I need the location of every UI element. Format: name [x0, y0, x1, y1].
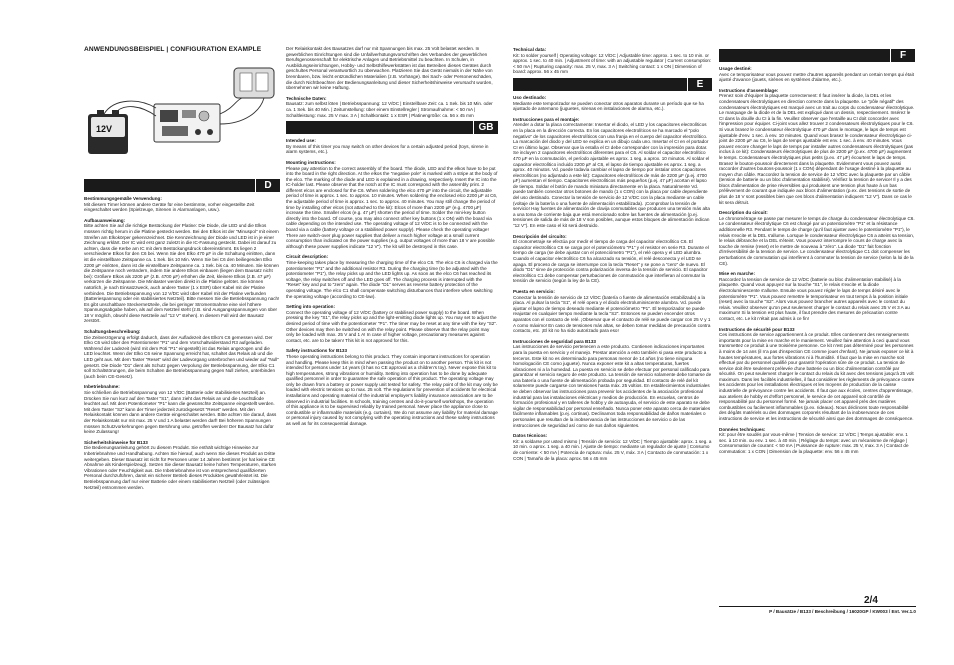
- section-text: These operating instructions belong to this product. They contain important instructions for operation and handling. Please keep this in mind when passing the product on to another person. This kit is not intended for persons under 14 years (it has no CE approval as a children's toy). Never expose this kit to high temperatures, strong vibrations or humidity. Setting into operation has to be done by adequate qualified personnel in order to guarantee the safe operation of this product. The operating voltage may only be drawn from a battery or power supply unit tested for safety. The relay point of the kit may only be loaded with electric tensions up to max. 25 volt. The regulations for prevention of accidents for electrical installations and operating material of the industrial employer's liability insurance association are to be observed in industrial facilities. In schools, training centres and do-it-yourself workshops, the operation of this appliance is to be supervised reliably by trained personal. Never place the appliance close to combustible or inflammable materials (e.g. curtains). We do not assume any liability for material damage or personal injury caused by not complying with the operating instructions and these safety instructions as well as for its consequential damage.: [286, 353, 498, 427]
- language-bar-gb: [286, 121, 498, 134]
- section-text: By means of this timer you may switch on other devices for a certain adjusted period (toys, sirene in alarm systems, etc.).: [286, 143, 489, 155]
- section-text: Die Zeitverzögerung erfolgt dadurch, dass der Aufladezeit des Elko's C6 gemessen wird. Der Elko C6 wird über den Potentiometer "P1" und dem Vorschaltwiderstand R3 aufgeladen. Während der Ladezeit (wird mit dem Poti "P1" eingestellt) ist das Relais angezogen und die LED leuchtet. Wenn der Elko C6 seine Spannung erreicht hat, schaltet das Relais ab und die LED geht aus. Mit dem Taster "Reset" wird der Ladevorgang unterbrochen und wieder auf "Null" gesetzt. Die Diode "D1" dient als Schutz gegen Verpolung der Betriebsspannung, der Elko C1 soll Schaltstörungen, die beim Schalten die Betriebsspannung gegen Null ziehen, unterbinden (auch beim CE-Gesetz).: [84, 334, 279, 379]
- section-text: Connect the operating voltage of 12 V/DC (battery or stabilised power supply) to the board. When pressing the key "S1", the relay picks up and the light-emitting diode lights up. You may set to adjust the desired period of time with the potentiometer "P1". The timer may be reset at any time with the key "S2". Other devices may then be switched on with the relay point. Please observe that the relay point may only be loaded with max. 25 V and 1 A! In case of higher voltage, precautionary measures against contact, etc. are to be taken! This kit is not approved for this.: [286, 309, 498, 343]
- column-german: [84, 44, 280, 490]
- column-french: [719, 47, 915, 455]
- tech-data-text: Kit: to solder yourself | Operating voltage: 12 V/DC | Adjustable time: approx. 1 sec. to 10 min. or approx. 1 sec. to 40 min. | Adjustment of time: with an adjustable regulator | Current consumption: < 50 mA | Rupturing capacity: max. 25 V, max. 3 A | Switching contact: 1 x ON | Dimension of board: approx. 56 x 45 mm: [513, 52, 712, 75]
- section-heading: Mounting instructions:: [286, 159, 336, 165]
- section-heading: Technische Daten:: [286, 95, 327, 101]
- language-bar-e: [513, 78, 712, 91]
- section-text: Die Bedienungsanleitung gehört zu diesem Produkt. Sie enthält wichtige Hinweise zur Inbetriebnahme und Handhabung. Achten Sie hierauf, auch wenn Sie dieses Produkt an Dritte weitergeben. Dieser Bausatz ist nicht für Personen unter 14 Jahren bestimmt (er hat keine CE Abnahme als Kinderspielzeug). Setzen Sie dieser Bausatz keine hohen Temperaturen, starken Vibrationen oder Feuchtigkeit aus. Die Inbetriebnahme ist von entsprechend qualifizierten Personal durchzuführen, damit ein sicherer Betrieb dieses Produktes gewährleistet ist. Die Betriebsspannung darf nur einer Batterie oder einem stabilisierten Netzteil (oder zulässigen Netzteil) entnommen werden.: [84, 445, 277, 490]
- column-german-english: [286, 46, 498, 427]
- section-text: Atender a dotar la placa correctamente: Insertar el diodo, el LED y los capacitores electrolíticos en la placa en la dirección correcta. En los capacitores electrolíticos se ha marcado el "polo negativo" de los capacitores electrolíticos con una franja en el cuerpo del capacitor electrolítico. La marcación del diodo y del LED se explica en un dibujo cada uno. Insertar el CI en el portador CI en último lugar. Observar que la entalla el CI debe corresponder con la impresión para dotar. Se incluyen 2 capacitores electrolíticos diferentes para el C6. Al soldar el capacitor electrolítico 470 µF en la conmutación, el período ajustable es aprox. 1 seg. a aprox. 10 minutos. Al soldar el capacitor electrolítico incluido 2200 µF al C6, el lapso de tiempo ajustable es aprox. 1 seg. a aprox. 40 minutos. Vd. puede todavía cambiar el lapso de tiempo por instalar otros capacitores electrolíticos (no adjuntado a este kit): Capacitores electrolíticos de más de 2200 µF (p.ej. 4700 µF) aumentan el tiempo. Capacitores electrolíticos más pequeños (p.ej. 47 µF) acortan el lapso de tiempo. Soldar el botón de mando miniatura directamente en la placa. Naturalmente Vd. puede también conectar otros botones de mando (1 x CON) con la placa por cable dependiente del uso destinado. Conectar la tensión de servicio de 12 V/DC con la placa mediante un cable (voltaje de la batería o una fuente de alimentación estabilizada). ¡Comprobar la tensión de servicio! Hay fuentes de alimentación de clavija conmutables que producen una tensión más alta a una toma de corriente baja que está mencionado sobre las fuentes de alimentación (p.ej. tensiones de salida de más de 18 V son posibles, aunque estos bloques de alimentación indican "12 V"). En este caso el kit será destruido.: [513, 122, 710, 229]
- section-text: Sie schließen die Betriebsspannung von 12 V/DC (Batterie oder stabilisiertes Netzteil) an. Drücken Sie nun kurz auf den Taster "S1", dann zieht das Relais an und die Leuchtdiode leuchtet auf. Mit dem Potentiometer "P1" kann die gewünschte Zeitspanne eingestellt werden. Mit dem Taster "S2" kann der Timer jederzeit zurückgesetzt "Reset" werden. Mit den Relaiskontakt können dann andere Geräte eingeschaltet werden. Bitte achten Sie darauf, dass der Relaiskontakt nur mit max. 25 V und 1 A belastet werden darf! Bei höheren Spannungen müssen Schutzvorkehrungen gegen Berührung usw. getroffen werden! Der Bausatz hat dafür keine Zulassung!: [84, 390, 277, 435]
- section-heading: Usage destiné:: [719, 66, 752, 71]
- section-text: Please pay attention to the correct assembly of the board. The diode, LED and the elkos have to be put into the board in the right direction. At the elkos the "negative pole" is marked with a stripe at the body of the elco. The marking of the diode and LED is explained in a drawing, respectively. Insert the IC into the IC-holder last. Please observe that the notch at the IC must correspond with the assembly print. 2 different elcos are enclosed for the C6. When soldering the elco 470 µF into the circuit, the adjustable period of time is approx. 1 sec. to approx. 10 minutes. When soldering the enclosed elco 2200 µF at C6, the adjustable period of time is approx. 1 sec. to approx. 40 minutes. You may still change the period of time by installing other elcos (not attached to the kit): Elcos of more than 2200 µF (e.g. 4700 µF) increase the time. Smaller elcos (e.g. 47 µF) shorten the period of time. Solder the mini-key button directly into the board. Of course, you may also connect other key buttons (1 x ON) with the board via cable depending on the intended use. The operating voltage of 12 V/DC is to be connected with the board via a cable (battery voltage or a stabilised power supply). Please check the operating voltage! There are switch-over plug power supplies that deliver a much higher voltage at a small current consumption than indicated on the power supplies (e.g. output voltages of more than 18 V are possible although these power supplies indicate "12 V"). The kit will be destroyed in this case.: [286, 165, 498, 249]
- section-heading: Description du circuit:: [719, 210, 768, 216]
- footer-divider: [719, 606, 916, 607]
- section-text: Prenez soin d'équiper la plaquette correctement: Il faut insérer la diode, la DEL et les condensateurs électrolytiques en direction correcte dans la plaquette. Le "pôle négatif" des condensateurs électrolytiques est marqué avec un trait au corps du condensateur électrolytique. Le marquage de la diode et de la DEL est expliqué dans un dessin, respectivement. Insérez le CI dans la douille du CI à la fin. Veuillez observer que l'entaille au CI doit concorder avec l'impression pour équiper. Ci-joint vous allez trouver 2 condensateurs électrolytiques pour le C6. Si vous brasez le condensateur électrolytique 470 µF dans le montage, le laps de temps est ajustable d'env. 1 sec. à env. 10 minutes. Quand vous brasez le condensateur électrolytique ci-joint de 2200 µF au C6, le laps de temps ajustable est env. 1 sec. à env. 40 minutes. Vous pouvez encore changer le laps de temps par installer autres condensateurs électrolytiques (pas inclus à ce kit): Condensateurs électrolytiques de plus de 2200 µF (p.ex. 4700 µF) augmentent le temps. Condensateurs électrolytiques plus petits (p.ex. 47 µF) écourtent le laps de temps. Brasez le bouton-poussoir directement dans la plaquette. Evidemment vous pouvez aussi raccorder d'autres boutons-poussoir (1 x CON) dépendant de l'usage destiné à la plaquette au moyen d'un câble. Raccordez la tension de service de 12 V/DC avec la plaquette par un câble (tension de batterie ou un bloc d'alimentation stabilisé). Vérifiez la tension de service! Il y a des blocs d'alimentation de prise réversibles qui produisent une tension plus haute à un bas prélèvement de courant que indiquée aux blocs d'alimentation (p.ex. des tensions de sortie de plus de 18 V sont possibles bien que ces blocs d'alimentation indiquent "12 V"). Dans ce cas le kit sera détruit.: [719, 93, 915, 205]
- section-heading: Instrucciones para el montaje:: [513, 116, 580, 122]
- section-text: Conectar la tensión de servicio de 12 V/DC (batería o fuente de alimentación estabilizada) a la placa. Al pulsar la tecla "S1", el relé opera y el diodo electroluminiscente alumbra. Vd. puede ajustar el lapso de tiempo deseado mediante el potenciómetro "P1". El temporizador se puede reajustar en cualquier tiempo mediante la tecla "S2". Entonces se pueden encender otros aparatos con el contacto de relé. ¡Observar que el contacto de relé se puede cargar con 25 V y 1 A como máximo! En caso de tensiones más altas, se deben tomar medidas de precaución contra contacto, etc. ¡El kit no ha sido autorizado para eso!: [513, 294, 711, 334]
- page-title: ANWENDUNGSBEISPIEL | CONFIGURATION EXAMPLE: [84, 46, 262, 53]
- footer-text: P / Bausätze / B133 / Beschreibung / 16020GP / KW003 / Ent. Ver.1.0: [769, 609, 916, 614]
- section-heading: Setting into operation:: [286, 304, 335, 310]
- language-bar-de: [84, 179, 280, 192]
- section-heading: Schaltungsbeschreibung:: [84, 329, 141, 335]
- section-text: Ces instructions de service appartiennent à ce produit. Elles contiennent des renseignements importants pour la mise en marche et le maniement. Veuillez faire attention à ceci quand vous transmettez ce produit à une troisième personne. Ce kit n'est pas déterminé pour les personnes à moins de 14 ans (il n'a pas d'inspection CE comme jouet d'enfant). Ne jamais exposer ce kit à hautes températures, aux fortes vibrations ni à l'humidité. Il faut que la mise en marche soit effectué par du personnel qualifié pour garantir l'opération sûre de ce produit. La tension de service doit être seulement prélevée d'une batterie ou un bloc d'alimentation contrôlé par sécurité. On peut seulement charger le contact du relais du kit avec des tensions jusqu'à 25 volt maximum. Dans les facilités industrielles, il faut considérer les règlements de prévoyance contre les accidents pour les installations électriques et les moyens de production de la caisse industrielle de prévoyance contre les accidents. Il faut que aux écoles, centres d'apprentissage, aux ateliers de hobby et d'effort personnel, le service de cet appareil soit contrôlé de responsabilité par du personnel formé. Ne jamais placer cet appareil près des matières combustibles ou facilement inflammables (p.ex. rideaux). Nous déclinons toute responsabilité des dégâts matériels ou des dommages corporels résultant de la inobservance de ces instructions de service et les instructions de sécurité ainsi que des dommages de conséquence.: [719, 332, 915, 422]
- section-text: Time-keeping takes place by measuring the charging time of the elco C6. The elco C6 is charged via the potentiometer "P1" and the additional resistor R3. During the charging time (to be adjusted with the potentiometer "P1"), the relay picks up and the LED lights up. As soon as the elco C6 has reached its voltage, the relay switches off and the LED goes off. The charging process is interrupted with the "Reset" key and put to "zero" again. The diode "D1" serves as reverse battery protection of the operating voltage. The elco C1 shall compensate switching disturbances that interfere when switching the operating voltage (according to CE-law).: [286, 260, 498, 299]
- section-text: Avec ce temporisateur vous pouvez mettre d'autres appareils pendant un certain temps qui était ajusté d'avance (jouets, sirènes en systèmes d'alarme, etc.).: [719, 71, 914, 83]
- language-bar-f: [719, 49, 915, 62]
- section-text: Raccordez la tension de service de 12 V/DC (batterie ou bloc d'alimentation stabilisé) à la plaquette. Quand vous appuyez sur la touche "S1", le relais s'excite et la diode électroluminescente s'allume. Ensuite vous pouvez régler le laps de temps désiré avec le potentiomètre "P1". Vous pouvez remettre le temporisateur en tout temps à la position initiale (reset) avec la touche "S2". Alors vous pouvez brancher autres appareils avec le contact du relais. Veuillez observer qu'on peut seulement charger le contact du relais avec 25 V et 3 A au maximum! Si la tension est plus haute, il faut prendre des mesures de précaution contre contact, etc. Le kit n'était pas admis à ce fin!: [719, 276, 910, 321]
- section-heading: Instructions d'assemblage:: [719, 87, 779, 93]
- section-text: Bitte achten Sie auf die richtige Bestückung der Platine: Die Diode, die LED und die Elkos müssen richtig herum in die Platine gesteckt werden. Bei den Elkos ist der "Minuspol" mit einem Streifen am Elkokörper gekennzeichnet. Die Kennzeichnung der Diode und LED ist in je einer Zeichnung erklärt. Der IC wird erst ganz zuletzt in die IC-Fassung gesteckt. Dabei ist darauf zu achten, dass die Kerbe am IC mit dem Bestückungsdruck übereinstimmt. Es liegen 2 verschiedene Elkos für den C6 bei. Wenn Sie den Elko 470 µF in die Schaltung einlöten, dann ist die einstellbare Zeitspanne ca. 1 Sek. bis 10 Min. Wenn Sie bei C6 den beiliegenden Elko 2200 µF einlöten, dann ist die einstellbare Zeitspanne ca. 1 Sek. bis ca. 40 Minuten. Sie können die Zeitspanne noch verändern, indem Sie andere Elkos einbauen (liegen dem Bausatz nicht bei): Größere Elkos als 2200 µF (z.B. 4700 µF) erhöhen die Zeit, kleinere Elkos (z.B. 47 µF) verkürzen die Zeitspanne. Die Minitaster werden direkt in die Platine gelötet. Sie können natürlich, je nach Einsatzzweck, auch andere Taster (1 x ESR) über Kabel mit der Platine verbinden. Die Betriebsspannung von 12 V/DC wird über Kabel mit der Platine verbunden (Batteriespannung oder ein stabilisiertes Netzteil). Bitte messen Sie die Betriebsspannung nach! Es gibt unschaltbare Steckernetzteile, die bei geringer Stromentnahme eine viel höhere Spannungsabgabe haben, als auf dem Netzteil steht (z.B. sind Ausgangsspannungen von über 18 V möglich, obwohl diese Netzteile auf "12 V" stehen). In diesem Fall wird der Bausatz zerstört.: [84, 223, 280, 324]
- section-text: Mit diesem Timer können andere Geräte für eine bestimmte, vorher eingestellte Zeit eingeschaltet werden (Spielzeuge, Sirenen in Alarmanlagen, usw.).: [84, 201, 255, 213]
- page-number: 2/4: [864, 595, 878, 606]
- language-code: D: [255, 179, 280, 192]
- section-text: Kit: a soldarse por usted mismo | Tensión de servicio: 12 V/DC | Tiempo ajustable: aprox. 1 seg. a 10 min. o aprox. 1 seg. a 40 min. | Ajuste de tiempo: mediante un regulador de ajuste | Consumo de corriente: < 50 mA | Potencia de ruptura: máx. 25 V, máx. 3 A | Contacto de conmutación: 1 x CON | Tamaño de la placa: aprox. 56 x 45 mm: [513, 438, 712, 461]
- section-heading: Instrucciones de seguridad para B133: [513, 338, 596, 344]
- section-heading: Inbetriebnahme:: [84, 384, 120, 390]
- section-heading: Puesta en servicio:: [513, 288, 555, 294]
- language-code: GB: [473, 121, 498, 134]
- section-text: Kit: pour être soudés par vous-même | Tension de service: 12 V/DC | Temps ajustable: env. 1 sec. à 10 min. ou env. 1 sec. à 40 min. | Réglage du temps: avec un mécanisme de réglage | Consommation de courant: < 50 mA | Puissance de rupture: max. 25 V, max. 3 A | Contact de commutation: 1 x CON | Dimension de la plaquette: env. 56 x 45 mm: [719, 432, 909, 454]
- column-spanish: [513, 47, 712, 461]
- section-text: Le chronométrage se passe par mesurer le temps de charge du condensateur électrolytique C6. Le condensateur électrolytique C6 est chargé par un potentiomètre "P1" et la résistance additionnelle R3. Pendant le temps de charge (qu'il faut ajuster avec le potentiomètre "P1"), le relais s'excite et la DEL s'allume. Lorsque le condensateur électrolytique C6 a atteint sa tension, le relais débranche et la DEL s'éteint. Vous pouvez interrompre le cours de charge avec la touche de remise (reset) et le mettre de nouveau à "zéro". La diode "D1" fait fonction d'irréversibilité de la tension de service. Le condensateur électrolytique C1 doit compenser les perturbations de commutation qui interfèrent à commuter la tension de service (selon la loi de la CE).: [719, 215, 915, 266]
- section-heading: Circuit description:: [286, 254, 329, 260]
- section-heading: Bestimmungsgemäße Verwendung:: [84, 196, 162, 201]
- section-heading: Aufbauanweisung:: [84, 217, 126, 223]
- section-heading: Datos técnicos:: [513, 433, 548, 439]
- section-heading: Descripción del circuito:: [513, 233, 567, 239]
- section-text: Mediante este temporizador se pueden conectar otros aparatos durante un período que se ha ajustado de antemano (juguetes, sirenas en instalaciones de alarma, etc.).: [513, 100, 704, 112]
- section-heading: Instructions de sécurité pour B133: [719, 326, 795, 332]
- section-heading: Sicherheitshinweise für B133: [84, 439, 148, 445]
- language-code: E: [687, 78, 712, 91]
- intro-text: Der Relaiskontakt des Bausatzes darf nur mit Spannungen bis max. 25 Volt belastet werden. In gewerblichen Einrichtungen sind die Unfallverhütungsvorschriften des Verbandes der gewerblichen Berufsgenossenschaft für elektrische Anlagen und Betriebsmittel zu beachten. In Schulen, in Ausbildungseinrichtungen, Hobby- und Selbsthilfewerkstätten ist das Betreiben dieses Gerätes durch geschultes Personal verantwortlich zu überwachen. Platzieren Sie das Gerät niemals in der Nähe von brennbaren, bzw. leicht entzündlichen Materialien (z.B. Vorhänge). Bei Sach- oder Personenschäden, die durch Nichtbeachten der Bedienungsanleitung und dieser Sicherheitshinweise verursacht wurden, übernehmen wir keine Haftung.: [286, 46, 493, 91]
- supply-voltage-label: 12V: [96, 124, 113, 134]
- tech-data-text: Bausatz: zum selbst löten | Betriebsspannung: 12 V/DC | Einstellbare Zeit: ca. 1 Sek. bis 10 Min. oder ca. 1 Sek. bis 40 Min. | Zeitumstellung: über einem Einstellregler | Stromaufnahme: < 50 mA | Schaltleistung: max. 25 V max. 3 A | Schaltkontakt: 1 x ESR | Platinengröße: ca. 56 x 45 mm: [286, 101, 493, 118]
- section-heading: Mise en marche:: [719, 271, 755, 277]
- section-heading: Safety instructions for B133: [286, 348, 348, 354]
- section-text: Las instrucciones de servicio pertenecen a este producto. Contienen indicaciones importantes para la puesta en servicio y el manejo. Prestar atención a esto también si pasa este producto a terceros. Este kit no es determinado para personas menor de 14 años (no tiene ninguna homologación CE como juguete). Nunca exponer este kit a altas temperaturas, fuertes vibraciones ni a la humedad. La puesta en servicio se debe efectuar por personal calificado para garantizar el servicio seguro de este producto. La tensión de servicio solamente debe tomarse de una batería o una fuente de alimentación probada por seguridad. El contacto de relé del kit solamente puede cargarse con tensiones hasta máx. 25 voltios. En establecimientos industriales se deben observar las instrucciones para prevenir los accidentes de la asociación profesional industrial para las instalaciones eléctricas y medios de producción. En escuelas, centros de formación profesional y en talleres de hobby y de autoayuda, el servicio de este aparato se debe vigilar de responsabilidad por personal enseñado. Nunca poner este aparato cerca de materiales fácilmente inflamables (p.ej. cortinas). Declinamos toda responsabilidad de daños materiales o personales que resultan de la inobservancia de las instrucciones de servicio o de las instrucciones de seguridad así como de sus daños siguientes.: [513, 344, 712, 428]
- section-heading: Technical data:: [513, 47, 547, 52]
- section-heading: Intended use:: [286, 138, 316, 144]
- language-code: F: [890, 49, 915, 62]
- section-heading: Données techniques:: [719, 426, 766, 432]
- section-text: El cronometraje se efectúa por medir el tiempo de carga del capacitor electrolítico C6. El capacitor electrolítico C6 se carga por el potenciómetro "P1" y el resistor en serie R3. Durante el tiempo de carga (se debe ajustar con el potenciómetro "P1"), el relé opera y el LED alumbra. Cuando el capacitor electrolítico C6 ha alcanzado su tensión, el relé desconecta y el LED se apaga. El proceso de carga se interrumpe con la tecla "Reset" y se pone a "cero" de nuevo. El diodo "D1" sirve de protección contra polarización inversa de la tensión de servicio. El capacitor electrolítico C1 debe compensar perturbaciones de conmutación que interfieran al conmutar la tensión de servicio (según la ley de la CE).: [513, 239, 709, 284]
- section-heading: Uso destinado:: [513, 94, 547, 100]
